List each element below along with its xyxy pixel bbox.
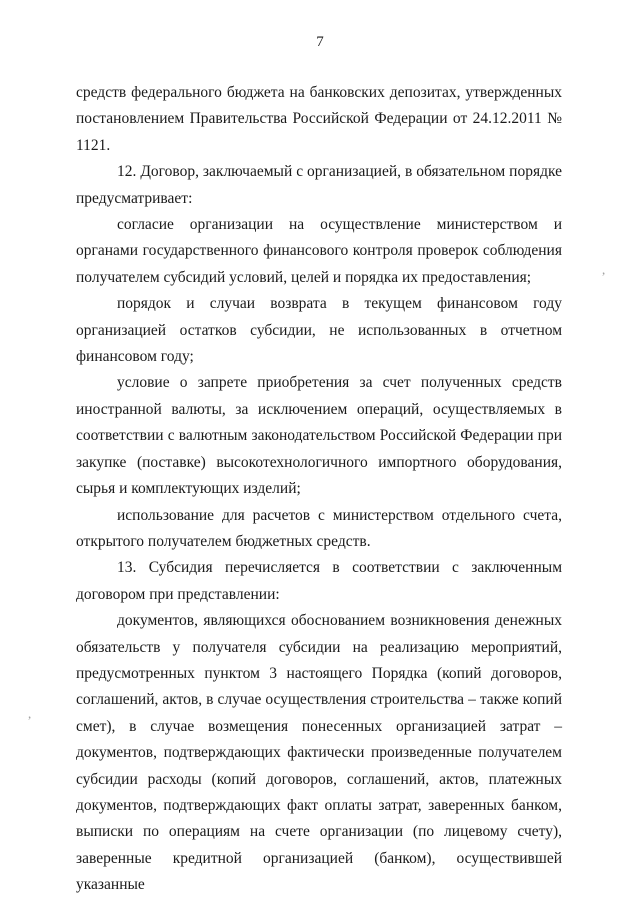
paragraph-separate-account: использование для расчетов с министерством отдельного счета, открытого получателем бюджетных средств. — [76, 506, 562, 550]
document-body — [76, 80, 562, 899]
page-number: 7 — [316, 34, 324, 50]
paragraph-continuation: средств федерального бюджета на банковских депозитах, утвержденных постановлением Правительства Российской Федерации от 24.12.2011 № 1121. — [76, 84, 562, 154]
paragraph-consent-inspection: согласие организации на осуществление министерством и органами государственного финансового контроля проверок соблюдения получателем субсидий условий, целей и порядка их предоставления; — [76, 216, 562, 286]
paragraph-clause-12: 12. Договор, заключаемый с организацией, в обязательном порядке предусматривает: — [76, 163, 562, 207]
paragraph-currency-prohibition: условие о запрете приобретения за счет полученных средств иностранной валюты, за исключением операций, осуществляемых в соответствии с валютным законодательством Российской Федерации при закупке (поставке) высокотехнологичного импортного оборудования, сырья и комплектующих изделий; — [76, 374, 562, 498]
margin-scan-mark: , — [602, 262, 606, 277]
margin-scan-mark: , — [28, 706, 32, 721]
paragraph-documents: документов, являющихся обоснованием возникновения денежных обязательств у получателя субсидии на реализацию мероприятий, предусмотренных пунктом 3 настоящего Порядка (копий договоров, соглашений, актов, в случае осуществления строительства – также копий смет), в случае возмещения понесенных организацией затрат – документов, подтверждающих фактически произведенные получателем субсидии расходы (копий договоров, соглашений, актов, платежных документов, подтверждающих факт оплаты затрат, заверенных банком, выписки по операциям на счете организации (по лицевому счету), заверенные кредитной организацией (банком), осуществившей указанные — [76, 612, 562, 894]
paragraph-clause-13: 13. Субсидия перечисляется в соответствии с заключенным договором при представлении: — [76, 559, 562, 603]
paragraph-return-procedure: порядок и случаи возврата в текущем финансовом году организацией остатков субсидии, не использованных в отчетном финансовом году; — [76, 295, 562, 366]
